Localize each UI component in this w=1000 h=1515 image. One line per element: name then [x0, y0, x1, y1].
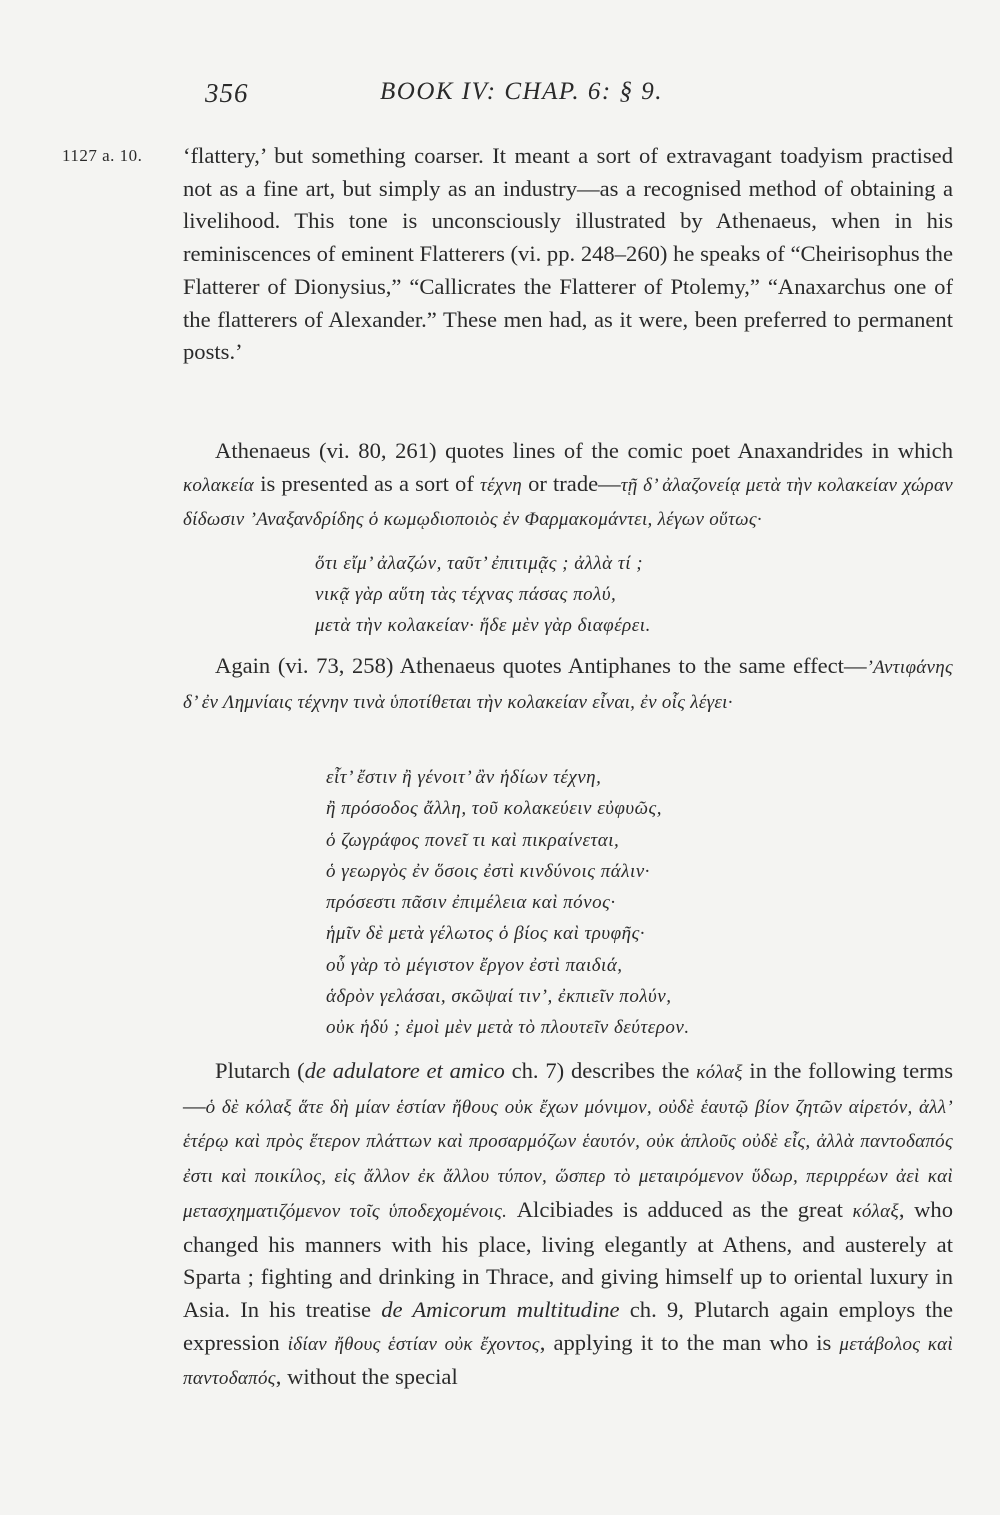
work-title: de Amicorum multitudine — [381, 1296, 620, 1322]
greek-term: μετάβολος καὶ παντοδαπός — [183, 1333, 953, 1390]
greek-term: κόλαξ — [696, 1062, 743, 1083]
paragraph-4 — [183, 1055, 953, 1396]
margin-reference: 1127 a. 10. — [62, 146, 143, 165]
running-header — [0, 78, 1000, 118]
paragraph-1-text: ‘flattery,’ but something coarser. It meant a sort of extravagant toadyism practised not as a fine art, but simply as an industry—as a recognised method of obtaining a livelihood. This tone is unconsciously illustrated by Athenaeus, when in his reminiscences of eminent Flatterers (vi. pp. 248–260) he speaks of “Cheirisophus the Flatterer of Dionysius,” “Callicrates the Flatterer of Ptolemy,” “Anaxarchus one of the flatterers of Alexander.” These men had, as it were, been preferred to permanent posts.’ — [183, 143, 953, 365]
verse-line: πρόσεστι πᾶσιν ἐπιμέλεια καὶ πόνος· — [326, 892, 616, 914]
verse-line: ὁ ζωγράφος πονεῖ τι καὶ πικραίνεται, — [326, 829, 620, 851]
verse-line: ἡμῖν δὲ μετὰ γέλωτος ὁ βίος καὶ τρυφῆς· — [326, 923, 646, 945]
greek-term: ἰδίαν ἤθους ἑστίαν οὐκ ἔχοντος — [287, 1333, 540, 1355]
verse-quotation-1 — [315, 548, 651, 641]
verse-line: ὁ γεωργὸς ἐν ὅσοις ἐστὶ κινδύνοις πάλιν· — [326, 860, 650, 882]
verse-quotation-2 — [326, 762, 690, 1044]
greek-term: τέχνη — [479, 474, 522, 496]
paragraph-3-text: Again (vi. 73, 258) Athenaeus quotes Antiphanes to the same effect—’Αντιφάνης δ’ ἐν Λημνίαις τέχνην τινὰ ὑποτίθεται τὴν κολακείαν εἶναι, ἐν οἷς λέγει· — [183, 653, 953, 713]
paragraph-1 — [183, 140, 953, 369]
paragraph-2-text: Athenaeus (vi. 80, 261) quotes lines of the comic poet Anaxandrides in which κολακεία is presented as a sort of τέχνη or trade—τῇ δ’ ἀλαζονείᾳ μετὰ τὴν κολακείαν χώραν δίδωσιν ’Αναξανδρίδης ὁ κωμῳδιοποιὸς ἐν Φαρμακομάντει, λέγων οὕτως· — [183, 438, 953, 531]
paragraph-4-text: Plutarch (de adulatore et amico ch. 7) describes the κόλαξ in the following terms—ὁ δὲ κόλαξ ἅτε δὴ μίαν ἑστίαν ἤθους οὐκ ἔχων μόνιμον, οὐδὲ ἑαυτῷ βίον ζητῶν αἱρετόν, ἀλλ’ ἑτέρῳ καὶ πρὸς ἕτερον πλάττων καὶ προσαρμόζων ἑαυτόν, οὐκ ἁπλοῦς οὐδὲ εἷς, ἀλλὰ παντοδαπός ἐστι καὶ ποικίλος, εἰς ἄλλον ἐκ ἄλλου τύπον, ὥσπερ τὸ μεταιρόμενον ὕδωρ, περιρρέων ἀεὶ καὶ μετασχηματιζόμενον τοῖς ὑποδεχομένοις. Alcibiades is adduced as the great κόλαξ, who changed his manners with his place, living elegantly at Athens, and austerely at Sparta ; fighting and drinking in Thrace, and giving himself up to oriental luxury in Asia. In his treatise de Amicorum multitudine ch. 9, Plutarch again employs the expression ἰδίαν ἤθους ἑστίαν οὐκ ἔχοντος, applying it to the man who is μετάβολος καὶ παντοδαπός, without the special — [183, 1058, 954, 1390]
greek-term: κόλαξ — [852, 1200, 899, 1222]
paragraph-3 — [183, 650, 953, 719]
verse-line: ἁδρὸν γελάσαι, σκῶψαί τιν’, ἐκπιεῖν πολύν, — [326, 986, 672, 1008]
verse-line: ὅτι εἴμ’ ἀλαζών, ταῦτ’ ἐπιτιμᾷς ; ἀλλὰ τί ; — [315, 553, 644, 574]
verse-line: νικᾷ γὰρ αὕτη τὰς τέχνας πάσας πολύ, — [315, 584, 617, 605]
greek-quotation: ὁ δὲ κόλαξ ἅτε δὴ μίαν ἑστίαν ἤθους οὐκ ἔχων μόνιμον, οὐδὲ ἑαυτῷ βίον ζητῶν αἱρετόν, ἀλλ’ ἑτέρῳ καὶ πρὸς ἕτερον πλάττων καὶ προσαρμόζων ἑαυτόν, οὐκ ἁπλοῦς οὐδὲ εἷς, ἀλλὰ παντοδαπός ἐστι καὶ ποικίλος, εἰς ἄλλον ἐκ ἄλλου τύπον, ὥσπερ τὸ μεταιρόμενον ὕδωρ, περιρρέων ἀεὶ καὶ μετασχηματιζόμενον τοῖς ὑποδεχομένοις. — [183, 1096, 953, 1222]
page-number: 356 — [205, 78, 249, 108]
paragraph-2 — [183, 435, 953, 537]
verse-line: οὗ γὰρ τὸ μέγιστον ἔργον ἐστὶ παιδιά, — [326, 954, 623, 976]
greek-quotation: τῇ δ’ ἀλαζονείᾳ μετὰ τὴν κολακείαν χώραν δίδωσιν ’Αναξανδρίδης ὁ κωμῳδιοποιὸς ἐν Φαρμακομάντει, λέγων οὕτως· — [183, 474, 953, 531]
verse-line: οὐκ ἡδύ ; ἐμοὶ μὲν μετὰ τὸ πλουτεῖν δεύτερον. — [326, 1017, 690, 1039]
work-title: de adulatore et amico — [304, 1058, 505, 1083]
running-title: BOOK IV: CHAP. 6: § 9. — [380, 78, 663, 105]
verse-line: ἢ πρόσοδος ἄλλη, τοῦ κολακεύειν εὐφυῶς, — [326, 798, 663, 820]
verse-line: εἶτ’ ἔστιν ἢ γένοιτ’ ἂν ἡδίων τέχνη, — [326, 767, 602, 788]
greek-term: κολακεία — [183, 474, 255, 496]
greek-quotation: ’Αντιφάνης δ’ ἐν Λημνίαις τέχνην τινὰ ὑποτίθεται τὴν κολακείαν εἶναι, ἐν οἷς λέγει· — [183, 657, 953, 713]
verse-line: μετὰ τὴν κολακείαν· ἥδε μὲν γὰρ διαφέρει. — [315, 615, 651, 636]
